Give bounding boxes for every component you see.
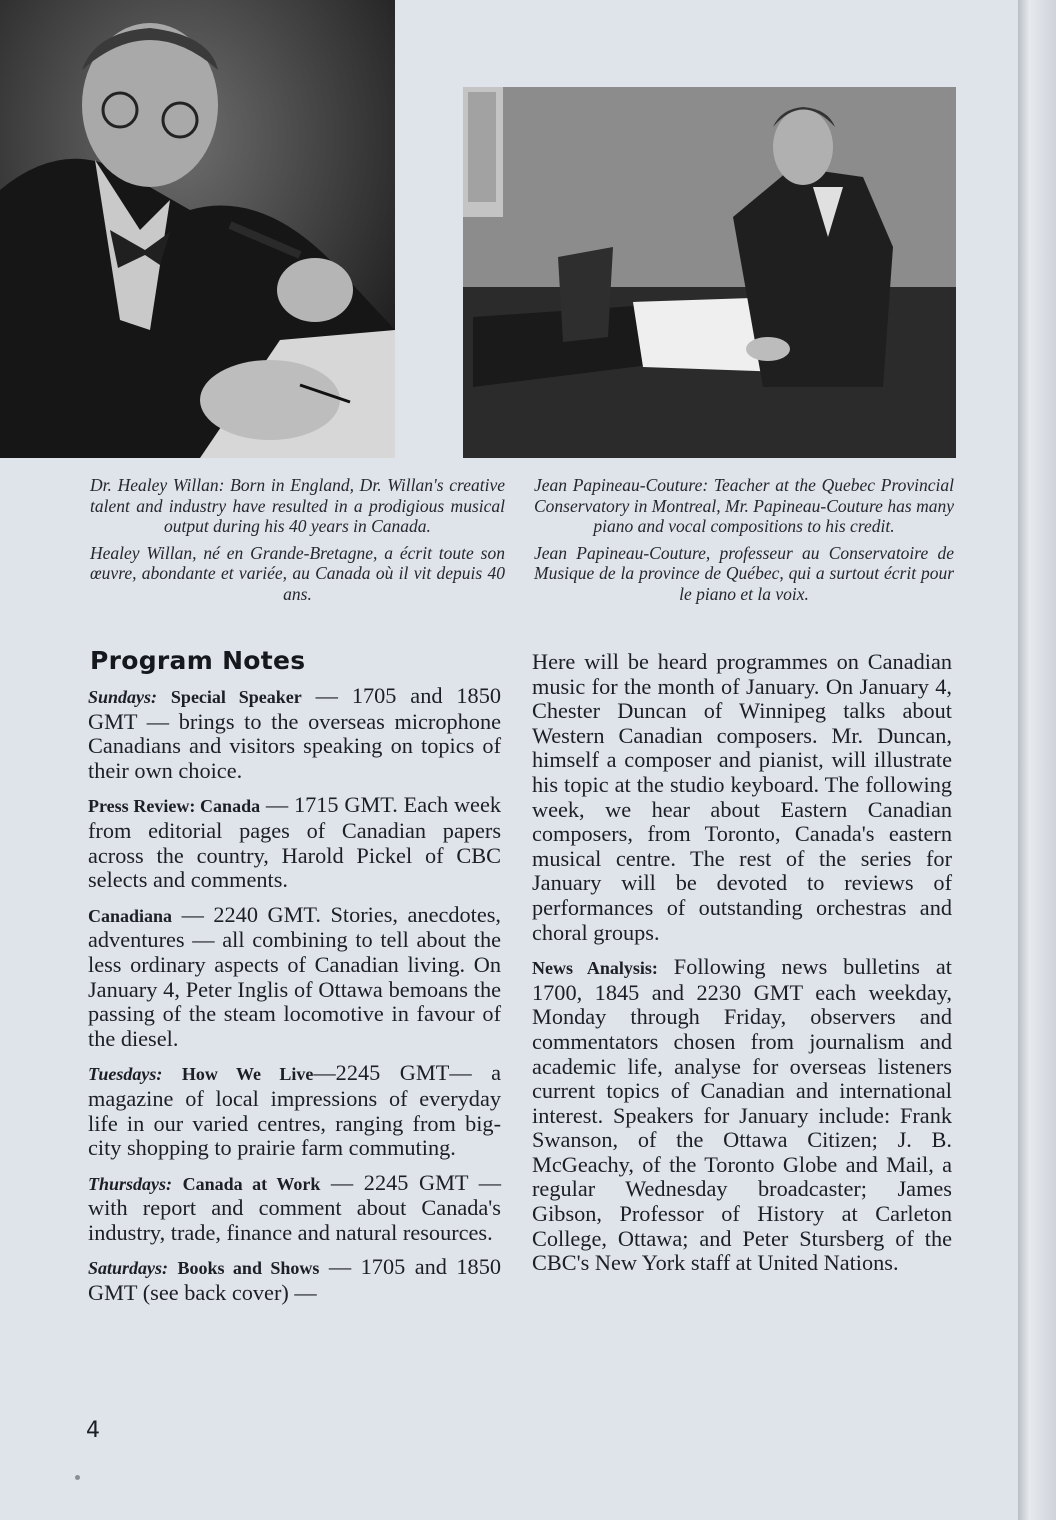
entry-title: News Analysis:: [532, 958, 658, 979]
program-entry-saturdays: [88, 1255, 501, 1305]
program-entry-sundays: [88, 684, 501, 783]
program-entry-press-review: [88, 793, 501, 892]
page-edge: [1018, 0, 1056, 1520]
entry-title: Canadiana: [88, 905, 173, 926]
program-notes-left-column: [88, 684, 501, 1316]
entry-body: Following news bulletins at 1700, 1845 and 2230 GMT each weekday, Monday through Friday, observers and commentators chosen from journalism and academic life, analyse for overseas listeners current topics of Canadian and international interest. Speakers for January include: Frank Swanson, of the Ottawa Citizen; J. B. McGeachy, of the Toronto Globe and Mail, a regular Wednesday broadcaster; James Gibson, Professor of History at Carleton College, Ottawa; and Peter Stursberg of the CBC's New York staff at United Nations.: [532, 954, 952, 1276]
entry-body: — 2245 GMT — with report and comment about Canada's industry, trade, finance and natural resources.: [88, 1169, 501, 1245]
portrait-willan-image: [0, 0, 395, 458]
entry-body: — 1715 GMT. Each week from editorial pages of Canadian papers across the country, Harold Pickel of CBC selects and comments.: [88, 792, 501, 893]
entry-body: —2245 GMT— a magazine of local impressions of everyday life in our varied centres, ranging from big-city shopping to prairie farm commuting.: [88, 1060, 502, 1161]
caption-willan: [90, 475, 505, 610]
program-notes-right-column: [532, 650, 952, 1286]
program-entry-news-analysis: [532, 955, 952, 1276]
photo-healey-willan: [0, 0, 395, 458]
entry-day: Thursdays:: [88, 1173, 173, 1194]
program-entry-canadiana: [88, 903, 501, 1052]
entry-body: — 1705 and 1850 GMT — brings to the overseas microphone Canadians and visitors speaking on topics of their own choice.: [88, 683, 501, 783]
page-number: 4: [86, 1418, 100, 1443]
caption-papineau-couture-english: Jean Papineau-Couture: Teacher at the Quebec Provincial Conservatory in Montreal, Mr. Papineau-Couture has many piano and vocal compositions to his credit.: [534, 475, 954, 536]
program-entry-tuesdays: [88, 1061, 501, 1160]
photo-papineau-couture: [463, 87, 956, 458]
entry-title: Special Speaker: [170, 687, 302, 707]
photo-papineau-couture-image: [463, 87, 956, 458]
entry-body: — 1705 and 1850 GMT (see back cover) —: [88, 1254, 501, 1306]
entry-body: — 2240 GMT. Stories, anecdotes, adventures — all combining to tell about the less ordinary aspects of Canadian living. On January 4, Peter Inglis of Ottawa bemoans the passing of the steam locomotive in favour of the diesel.: [88, 901, 501, 1051]
entry-day: Tuesdays:: [88, 1064, 163, 1085]
caption-willan-french: Healey Willan, né en Grande-Bretagne, a écrit toute son œuvre, abondante et variée, au Canada où il vit depuis 40 ans.: [90, 542, 505, 604]
section-heading: Program Notes: [90, 646, 306, 675]
entry-title: How We Live: [181, 1064, 314, 1085]
entry-title: Press Review: Canada: [88, 796, 261, 817]
entry-title: Books and Shows: [177, 1258, 320, 1279]
caption-willan-english: Dr. Healey Willan: Born in England, Dr. Willan's creative talent and industry have resulted in a prodigious musical output during his 40 years in Canada.: [90, 475, 505, 536]
entry-day: Sundays:: [88, 687, 158, 707]
program-entry-thursdays: [88, 1171, 501, 1246]
entry-day: Saturdays:: [88, 1258, 169, 1279]
caption-papineau-couture: [534, 475, 954, 610]
canadian-music-paragraph: Here will be heard programmes on Canadian music for the month of January. On January 4, Chester Duncan of Winnipeg talks about Western Canadian composers. Mr. Duncan, himself a composer and pianist, will illustrate his topic at the studio keyboard. The following week, we hear about Eastern Canadian composers, from Toronto, Canada's eastern musical centre. The rest of the series for January will be devoted to reviews of performances of outstanding orchestras and choral groups.: [532, 649, 952, 945]
entry-title: Canada at Work: [182, 1173, 321, 1194]
caption-papineau-couture-french: Jean Papineau-Couture, professeur au Conservatoire de Musique de la province de Québec, qui a surtout écrit pour le piano et la voix.: [534, 542, 954, 604]
paper-speck: [75, 1475, 80, 1480]
